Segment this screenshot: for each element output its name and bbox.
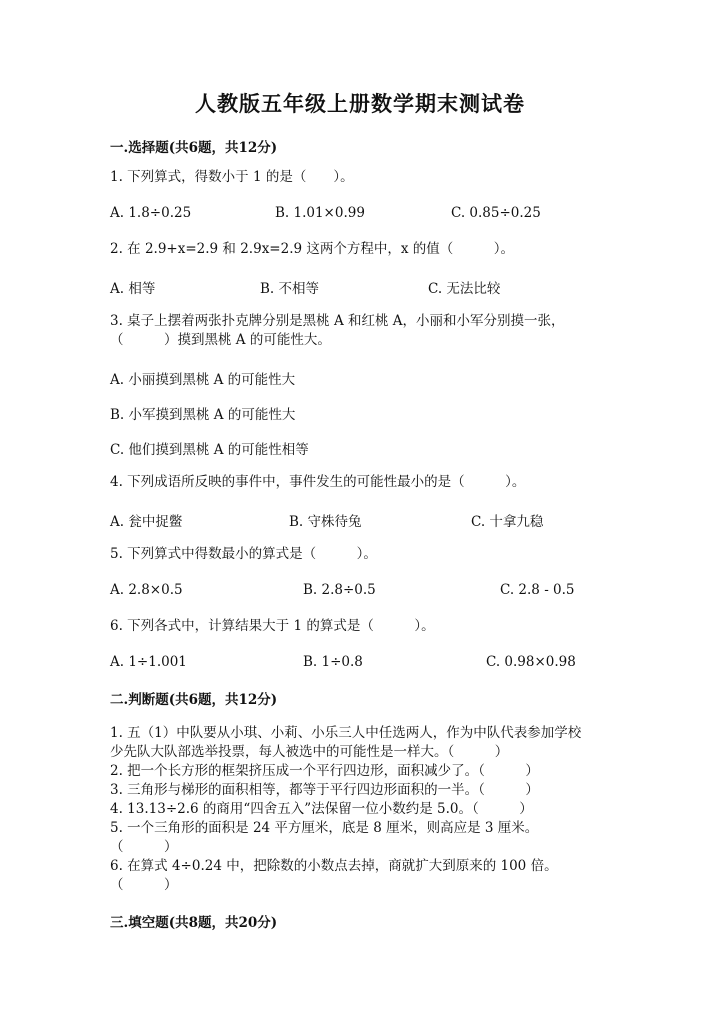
question-stem: 3. 桌子上摆着两张扑克牌分别是黑桃 A 和红桃 A，小丽和小军分别摸一张， — [110, 313, 565, 329]
section-heading-judgement: 二.判断题(共6题，共12分) — [110, 692, 278, 708]
option-c: C. 2.8 - 0.5 — [500, 582, 575, 598]
judgement-line: （ ） — [110, 839, 178, 855]
option-a: A. 1÷1.001 — [110, 654, 187, 670]
question-stem: 4. 下列成语所反映的事件中，事件发生的可能性最小的是（ ）。 — [110, 474, 526, 490]
section-heading-fill-in: 三.填空题(共8题，共20分) — [110, 915, 278, 931]
judgement-line: （ ） — [110, 877, 178, 893]
question-stem: 2. 在 2.9+x=2.9 和 2.9x=2.9 这两个方程中，x 的值（ ）。 — [110, 241, 515, 257]
option-b: B. 2.8÷0.5 — [303, 582, 376, 598]
option-a: A. 相等 — [110, 281, 156, 297]
question-stem: 5. 下列算式中得数最小的算式是（ ）。 — [110, 546, 377, 562]
option-c: C. 0.85÷0.25 — [451, 205, 541, 221]
judgement-line: 2. 把一个长方形的框架挤压成一个平行四边形，面积减少了。（ ） — [110, 763, 539, 779]
judgement-line: 6. 在算式 4÷0.24 中，把除数的小数点去掉，商就扩大到原来的 100 倍。 — [110, 858, 558, 874]
option-c: C. 他们摸到黑桃 A 的可能性相等 — [110, 442, 309, 458]
option-a: A. 1.8÷0.25 — [110, 205, 192, 221]
option-a: A. 瓮中捉鳖 — [110, 514, 183, 530]
option-c: C. 无法比较 — [428, 281, 501, 297]
question-stem: 6. 下列各式中，计算结果大于 1 的算式是（ ）。 — [110, 618, 435, 634]
judgement-line: 5. 一个三角形的面积是 24 平方厘米，底是 8 厘米，则高应是 3 厘米。 — [110, 820, 539, 836]
section-heading-choice: 一.选择题(共6题，共12分) — [110, 140, 278, 156]
judgement-line: 1. 五（1）中队要从小琪、小莉、小乐三人中任选两人，作为中队代表参加学校 — [110, 725, 582, 741]
option-a: A. 2.8×0.5 — [110, 582, 183, 598]
question-stem-continued: （ ）摸到黑桃 A 的可能性大。 — [110, 332, 331, 348]
judgement-line: 少先队大队部选举投票，每人被选中的可能性是一样大。（ ） — [110, 744, 509, 760]
judgement-line: 4. 13.13÷2.6 的商用“四舍五入”法保留一位小数约是 5.0。（ ） — [110, 801, 533, 817]
option-b: B. 1÷0.8 — [303, 654, 363, 670]
judgement-line: 3. 三角形与梯形的面积相等，都等于平行四边形面积的一半。（ ） — [110, 782, 539, 798]
option-b: B. 守株待兔 — [289, 514, 362, 530]
question-stem: 1. 下列算式，得数小于 1 的是（ ）。 — [110, 169, 354, 185]
page-title: 人教版五年级上册数学期末测试卷 — [195, 91, 525, 116]
option-b: B. 不相等 — [260, 281, 320, 297]
option-b: B. 小军摸到黑桃 A 的可能性大 — [110, 407, 296, 423]
option-c: C. 十拿九稳 — [471, 514, 544, 530]
option-a: A. 小丽摸到黑桃 A 的可能性大 — [110, 372, 296, 388]
option-b: B. 1.01×0.99 — [275, 205, 365, 221]
option-c: C. 0.98×0.98 — [486, 654, 576, 670]
